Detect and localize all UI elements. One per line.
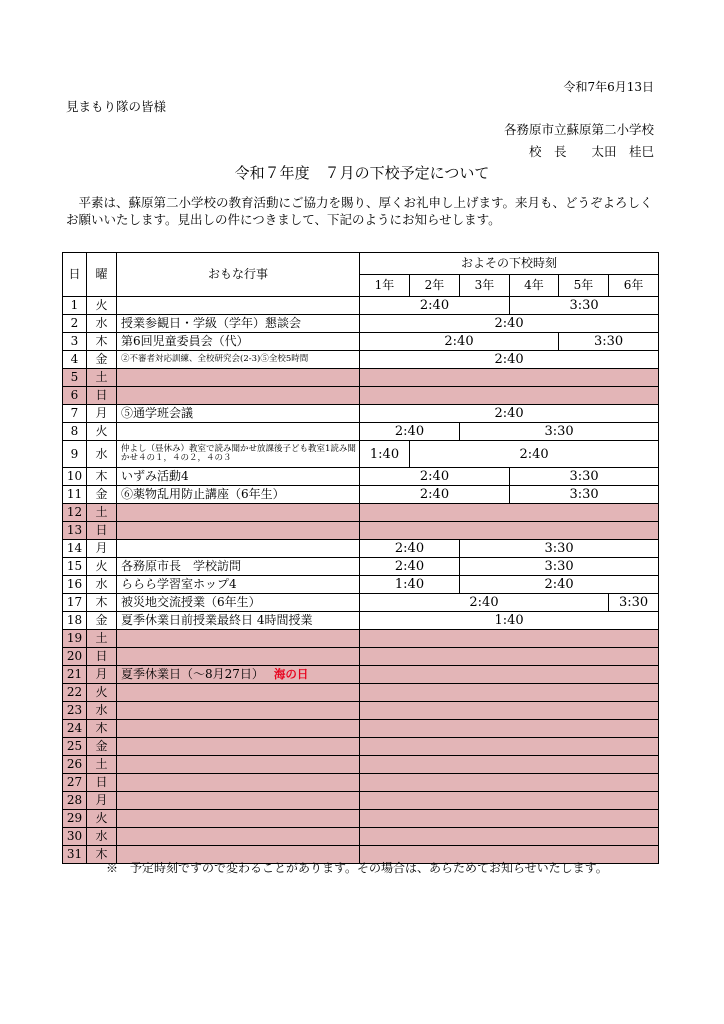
weekday-cell: 月 <box>87 792 117 810</box>
intro-paragraph: 平素は、蘇原第二小学校の教育活動にご協力を賜り、厚くお礼申し上げます。来月も、どうぞよろしくお願いいたします。見出しの件につきまして、下記のようにお知らせします。 <box>66 195 653 227</box>
header-grade-1: 1年 <box>360 275 410 297</box>
day-cell: 11 <box>63 486 87 504</box>
schedule-row <box>63 486 659 504</box>
event-cell <box>117 612 360 630</box>
day-cell: 19 <box>63 630 87 648</box>
schedule-row <box>63 297 659 315</box>
schedule-row <box>63 756 659 774</box>
day-cell: 4 <box>63 351 87 369</box>
time-cell-empty <box>360 828 659 846</box>
weekday-cell: 土 <box>87 756 117 774</box>
event-cell <box>117 333 360 351</box>
header-weekday: 曜 <box>87 253 117 297</box>
weekday-cell: 日 <box>87 387 117 405</box>
schedule-row <box>63 540 659 558</box>
weekday-cell: 金 <box>87 612 117 630</box>
day-cell: 31 <box>63 846 87 864</box>
weekday-cell: 火 <box>87 810 117 828</box>
weekday-cell: 水 <box>87 441 117 468</box>
day-cell: 22 <box>63 684 87 702</box>
dismissal-time-cell: 3:30 <box>460 423 659 441</box>
dismissal-time-cell: 2:40 <box>360 486 510 504</box>
schedule-row <box>63 792 659 810</box>
event-cell <box>117 486 360 504</box>
schedule-row <box>63 594 659 612</box>
dismissal-time-cell: 3:30 <box>510 468 659 486</box>
dismissal-time-cell: 3:30 <box>609 594 659 612</box>
time-cell-empty <box>360 684 659 702</box>
weekday-cell: 水 <box>87 702 117 720</box>
schedule-row <box>63 774 659 792</box>
weekday-cell: 木 <box>87 846 117 864</box>
event-text: 仲よし（昼休み）教室で読み聞かせ放課後子ども教室1読み聞かせ４の１，４の２，４の３ <box>121 443 356 463</box>
day-cell: 14 <box>63 540 87 558</box>
event-text: 夏季休業日前授業最終日 4時間授業 <box>121 613 313 627</box>
time-cell-empty <box>360 774 659 792</box>
day-cell: 9 <box>63 441 87 468</box>
schedule-row <box>63 702 659 720</box>
day-cell: 7 <box>63 405 87 423</box>
event-cell <box>117 441 360 468</box>
event-cell <box>117 630 360 648</box>
dismissal-time-cell: 2:40 <box>360 315 659 333</box>
event-cell <box>117 468 360 486</box>
dismissal-schedule-table <box>62 252 659 864</box>
event-cell <box>117 720 360 738</box>
time-cell-empty <box>360 648 659 666</box>
dismissal-time-cell: 2:40 <box>360 540 460 558</box>
schedule-row <box>63 612 659 630</box>
event-text: ②不審者対応訓練、全校研究会(2-3)⑤全校5時間 <box>121 353 309 364</box>
event-text: ⑥薬物乱用防止講座（6年生） <box>121 487 285 501</box>
header-grade-5: 5年 <box>559 275 609 297</box>
dismissal-time-cell: 3:30 <box>510 486 659 504</box>
day-cell: 15 <box>63 558 87 576</box>
weekday-cell: 火 <box>87 558 117 576</box>
event-cell <box>117 774 360 792</box>
weekday-cell: 火 <box>87 297 117 315</box>
schedule-body <box>63 297 659 864</box>
event-cell <box>117 540 360 558</box>
event-cell <box>117 369 360 387</box>
weekday-cell: 月 <box>87 405 117 423</box>
event-text: いずみ活動4 <box>121 469 189 483</box>
dismissal-time-cell: 2:40 <box>410 441 659 468</box>
event-cell <box>117 405 360 423</box>
day-cell: 3 <box>63 333 87 351</box>
schedule-row <box>63 738 659 756</box>
schedule-row <box>63 369 659 387</box>
event-cell <box>117 297 360 315</box>
header-grade-4: 4年 <box>510 275 559 297</box>
time-cell-empty <box>360 756 659 774</box>
weekday-cell: 水 <box>87 828 117 846</box>
day-cell: 8 <box>63 423 87 441</box>
dismissal-time-cell: 2:40 <box>360 423 460 441</box>
event-cell <box>117 594 360 612</box>
day-cell: 2 <box>63 315 87 333</box>
event-cell <box>117 387 360 405</box>
dismissal-time-cell: 2:40 <box>360 468 510 486</box>
schedule-row <box>63 666 659 684</box>
event-text: 各務原市長 学校訪問 <box>121 559 242 573</box>
time-cell-empty <box>360 720 659 738</box>
day-cell: 13 <box>63 522 87 540</box>
event-text: 第6回児童委員会（代） <box>121 334 249 348</box>
day-cell: 21 <box>63 666 87 684</box>
day-cell: 5 <box>63 369 87 387</box>
time-cell-empty <box>360 702 659 720</box>
event-cell <box>117 792 360 810</box>
dismissal-time-cell: 2:40 <box>360 351 659 369</box>
footnote: ※ 予定時刻ですので変わることがあります。その場合は、あらためてお知らせいたします。 <box>106 861 608 875</box>
holiday-label: 海の日 <box>273 667 309 681</box>
schedule-row <box>63 423 659 441</box>
dismissal-time-cell: 2:40 <box>460 576 659 594</box>
event-cell <box>117 666 360 684</box>
time-cell-empty <box>360 369 659 387</box>
day-cell: 20 <box>63 648 87 666</box>
time-cell-empty <box>360 810 659 828</box>
weekday-cell: 日 <box>87 774 117 792</box>
weekday-cell: 日 <box>87 522 117 540</box>
day-cell: 30 <box>63 828 87 846</box>
dismissal-time-cell: 3:30 <box>559 333 659 351</box>
weekday-cell: 木 <box>87 468 117 486</box>
header-grade-2: 2年 <box>410 275 460 297</box>
header-grade-3: 3年 <box>460 275 510 297</box>
time-cell-empty <box>360 522 659 540</box>
weekday-cell: 金 <box>87 738 117 756</box>
weekday-cell: 水 <box>87 576 117 594</box>
event-cell <box>117 558 360 576</box>
day-cell: 6 <box>63 387 87 405</box>
event-cell <box>117 828 360 846</box>
weekday-cell: 土 <box>87 504 117 522</box>
schedule-row <box>63 648 659 666</box>
day-cell: 28 <box>63 792 87 810</box>
event-cell <box>117 756 360 774</box>
time-cell-empty <box>360 792 659 810</box>
day-cell: 12 <box>63 504 87 522</box>
dismissal-time-cell: 1:40 <box>360 612 659 630</box>
principal-name: 校 長 太田 桂巳 <box>528 144 654 159</box>
time-cell-empty <box>360 666 659 684</box>
day-cell: 18 <box>63 612 87 630</box>
schedule-row <box>63 333 659 351</box>
event-cell <box>117 810 360 828</box>
day-cell: 16 <box>63 576 87 594</box>
schedule-row <box>63 684 659 702</box>
weekday-cell: 木 <box>87 594 117 612</box>
time-cell-empty <box>360 738 659 756</box>
dismissal-time-cell: 2:40 <box>360 333 559 351</box>
schedule-row <box>63 720 659 738</box>
dismissal-time-cell: 2:40 <box>360 297 510 315</box>
schedule-row <box>63 522 659 540</box>
schedule-row <box>63 387 659 405</box>
schedule-row <box>63 576 659 594</box>
weekday-cell: 日 <box>87 648 117 666</box>
schedule-row <box>63 810 659 828</box>
event-cell <box>117 684 360 702</box>
event-text: 被災地交流授業（6年生） <box>121 595 261 609</box>
event-cell <box>117 351 360 369</box>
document-date: 令和7年6月13日 <box>563 80 654 94</box>
event-cell <box>117 315 360 333</box>
document-title: 令和７年度 ７月の下校予定について <box>234 164 490 182</box>
weekday-cell: 月 <box>87 540 117 558</box>
dismissal-time-cell: 2:40 <box>360 594 609 612</box>
schedule-row <box>63 504 659 522</box>
weekday-cell: 水 <box>87 315 117 333</box>
event-text: ⑤通学班会議 <box>121 406 194 420</box>
dismissal-time-cell: 1:40 <box>360 441 410 468</box>
day-cell: 23 <box>63 702 87 720</box>
day-cell: 10 <box>63 468 87 486</box>
weekday-cell: 火 <box>87 684 117 702</box>
day-cell: 17 <box>63 594 87 612</box>
day-cell: 1 <box>63 297 87 315</box>
weekday-cell: 金 <box>87 486 117 504</box>
school-name: 各務原市立蘇原第二小学校 <box>503 122 654 137</box>
weekday-cell: 木 <box>87 720 117 738</box>
header-day: 日 <box>63 253 87 297</box>
dismissal-time-cell: 3:30 <box>460 558 659 576</box>
weekday-cell: 金 <box>87 351 117 369</box>
day-cell: 25 <box>63 738 87 756</box>
day-cell: 26 <box>63 756 87 774</box>
dismissal-time-cell: 2:40 <box>360 558 460 576</box>
weekday-cell: 土 <box>87 630 117 648</box>
dismissal-time-cell: 2:40 <box>360 405 659 423</box>
weekday-cell: 火 <box>87 423 117 441</box>
event-cell <box>117 702 360 720</box>
header-grade-6: 6年 <box>609 275 659 297</box>
dismissal-time-cell: 3:30 <box>460 540 659 558</box>
event-text: 授業参観日・学級（学年）懇談会 <box>121 316 302 330</box>
schedule-row <box>63 351 659 369</box>
header-events: おもな行事 <box>117 253 360 297</box>
weekday-cell: 木 <box>87 333 117 351</box>
day-cell: 27 <box>63 774 87 792</box>
event-cell <box>117 504 360 522</box>
day-cell: 24 <box>63 720 87 738</box>
schedule-row <box>63 441 659 468</box>
schedule-row <box>63 558 659 576</box>
header-dismissal-times: およその下校時刻 <box>360 253 659 275</box>
schedule-row <box>63 315 659 333</box>
event-cell <box>117 423 360 441</box>
day-cell: 29 <box>63 810 87 828</box>
addressee: 見まもり隊の皆様 <box>66 99 167 114</box>
time-cell-empty <box>360 630 659 648</box>
dismissal-time-cell: 3:30 <box>510 297 659 315</box>
event-cell <box>117 648 360 666</box>
schedule-row <box>63 405 659 423</box>
event-cell <box>117 576 360 594</box>
schedule-row <box>63 630 659 648</box>
event-text: ららら学習室ホップ4 <box>121 577 237 591</box>
event-text: 夏季休業日（～8月27日） <box>121 667 264 681</box>
weekday-cell: 土 <box>87 369 117 387</box>
event-cell <box>117 522 360 540</box>
schedule-row <box>63 468 659 486</box>
time-cell-empty <box>360 387 659 405</box>
event-cell <box>117 738 360 756</box>
weekday-cell: 月 <box>87 666 117 684</box>
time-cell-empty <box>360 504 659 522</box>
dismissal-time-cell: 1:40 <box>360 576 460 594</box>
schedule-row <box>63 828 659 846</box>
